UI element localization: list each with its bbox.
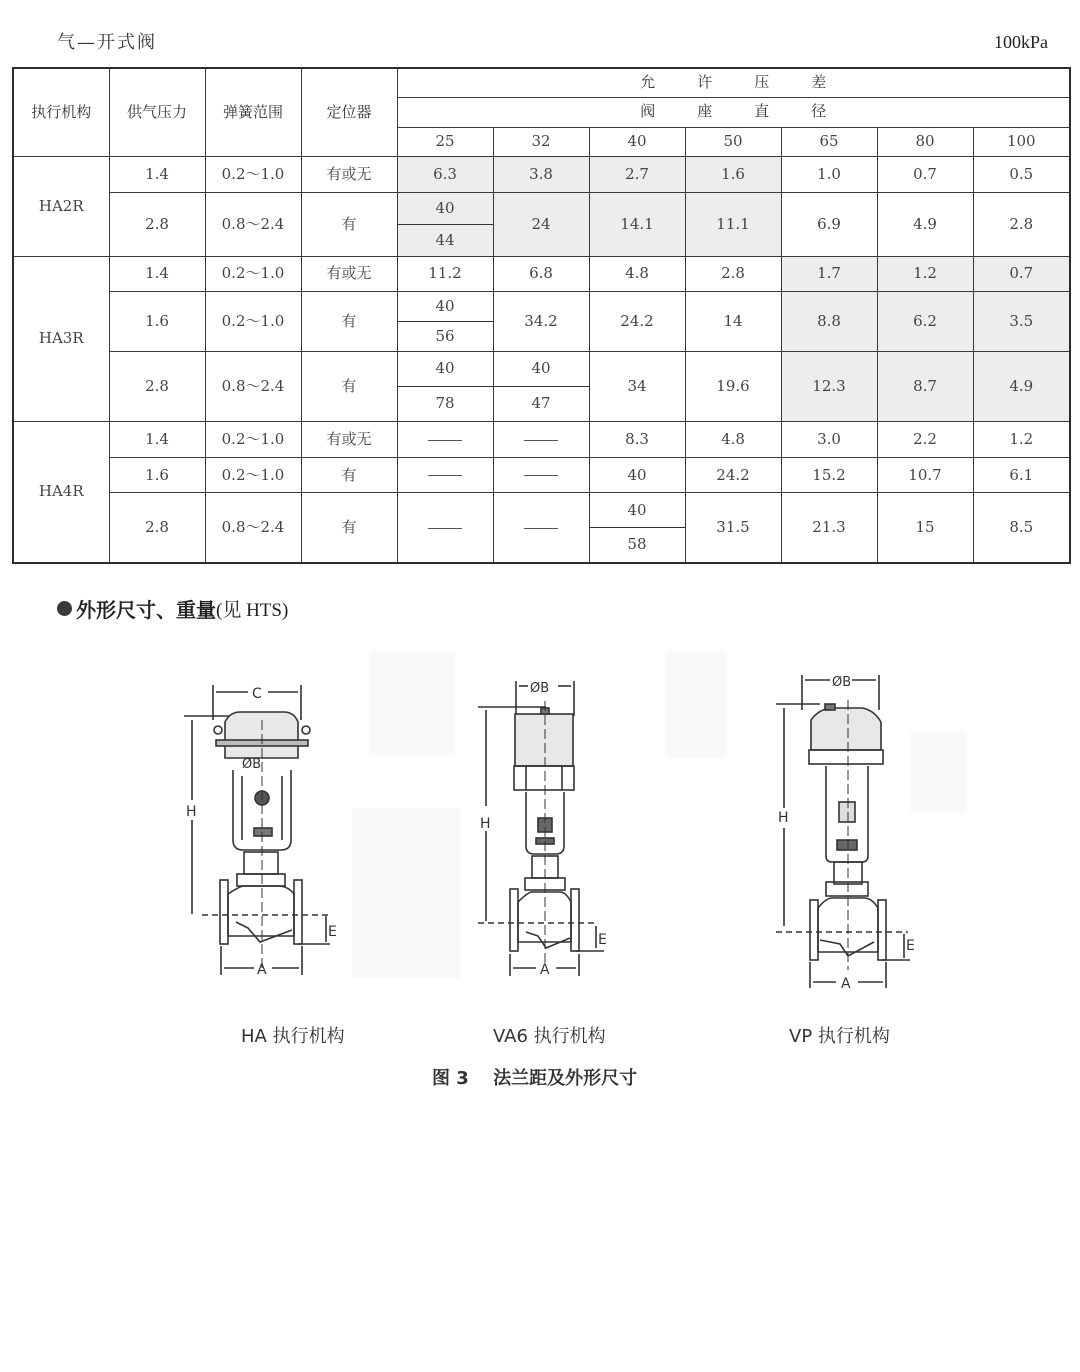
scan-artifact: [666, 652, 726, 757]
actuator-cell: HA2R: [13, 156, 109, 256]
value-cell: 6.9: [781, 192, 877, 256]
header-positioner: 定位器: [301, 68, 397, 156]
dim-c: C: [252, 686, 262, 702]
split-lower: 78: [435, 394, 455, 413]
header-diameter: 100: [973, 127, 1070, 156]
positioner-cell: 有或无: [301, 422, 397, 458]
spring-cell: 0.8～2.4: [205, 493, 301, 563]
spring-cell: 0.2～1.0: [205, 256, 301, 291]
empty-value-cell: [493, 458, 589, 493]
value-cell: 4.8: [589, 256, 685, 291]
spring-cell: 0.2～1.0: [205, 458, 301, 493]
value-cell: 31.5: [685, 493, 781, 563]
allowable-pressure-table: [12, 67, 1071, 564]
figure-label-va6: VA6 执行机构: [493, 1026, 606, 1047]
supply-cell: 1.4: [109, 156, 205, 192]
unit-label: 100kPa: [994, 32, 1048, 52]
value-cell: 4.9: [973, 352, 1070, 422]
scan-artifact: [352, 808, 460, 978]
value-cell: 1.2: [973, 422, 1070, 458]
empty-value-cell: [493, 422, 589, 458]
dim-a: A: [841, 976, 851, 990]
va6-actuator-drawing: [470, 676, 620, 976]
value-cell: 1.6: [685, 156, 781, 192]
table-row: [13, 256, 1070, 291]
spring-cell: 0.8～2.4: [205, 352, 301, 422]
header-supply-pressure: 供气压力: [109, 68, 205, 156]
positioner-cell: 有: [301, 493, 397, 563]
table-row: [13, 291, 1070, 351]
value-cell: 0.7: [973, 256, 1070, 291]
empty-value-cell: [397, 422, 493, 458]
figure-label-vp: VP 执行机构: [789, 1026, 890, 1047]
header-diameter: 80: [877, 127, 973, 156]
actuator-cell: HA3R: [13, 256, 109, 421]
value-cell: 0.5: [973, 156, 1070, 192]
value-cell: 10.7: [877, 458, 973, 493]
value-cell: 6.8: [493, 256, 589, 291]
figure-caption-text: 法兰距及外形尺寸: [493, 1068, 638, 1089]
value-cell: 11.2: [397, 256, 493, 291]
value-cell: 2.8: [685, 256, 781, 291]
value-cell: 24: [493, 192, 589, 256]
table-row: [13, 422, 1070, 458]
header-diameter: 32: [493, 127, 589, 156]
dim-b: ØB: [530, 681, 550, 696]
dash-mark: [428, 475, 462, 476]
supply-cell: 1.4: [109, 422, 205, 458]
split-value-cell: [397, 291, 493, 351]
table-row: [13, 192, 1070, 256]
value-cell: 24.2: [685, 458, 781, 493]
supply-cell: 2.8: [109, 192, 205, 256]
supply-cell: 2.8: [109, 493, 205, 563]
dim-b: ØB: [242, 757, 262, 772]
empty-value-cell: [397, 458, 493, 493]
value-cell: 1.2: [877, 256, 973, 291]
value-cell: 11.1: [685, 192, 781, 256]
header-seat-diameter: 阀座直径: [397, 97, 1070, 127]
positioner-cell: 有: [301, 352, 397, 422]
header-diameter: 65: [781, 127, 877, 156]
value-cell: 0.7: [877, 156, 973, 192]
header-diameter: 25: [397, 127, 493, 156]
supply-cell: 1.6: [109, 291, 205, 351]
value-cell: 4.9: [877, 192, 973, 256]
dim-e: E: [328, 924, 337, 940]
vp-actuator-drawing: [770, 670, 920, 990]
value-cell: 6.2: [877, 291, 973, 351]
value-cell: 12.3: [781, 352, 877, 422]
value-cell: 40: [589, 458, 685, 493]
dash-mark: [524, 440, 558, 441]
value-cell: 8.8: [781, 291, 877, 351]
header-allowable-dp: 允许压差: [397, 68, 1070, 97]
value-cell: 1.0: [781, 156, 877, 192]
split-value-cell: [493, 352, 589, 422]
value-cell: 3.0: [781, 422, 877, 458]
split-value-cell: [397, 192, 493, 256]
value-cell: 15.2: [781, 458, 877, 493]
page-title: 气—开式阀: [57, 32, 157, 53]
value-cell: 6.1: [973, 458, 1070, 493]
split-upper: 40: [398, 193, 493, 225]
split-lower: 44: [435, 230, 455, 249]
value-cell: 14.1: [589, 192, 685, 256]
figure-caption: [432, 1064, 637, 1090]
spring-cell: 0.2～1.0: [205, 422, 301, 458]
positioner-cell: 有: [301, 291, 397, 351]
value-cell: 34: [589, 352, 685, 422]
split-lower: 56: [435, 326, 455, 345]
supply-cell: 1.6: [109, 458, 205, 493]
split-upper: 40: [398, 292, 493, 322]
figure-number: 图 3: [432, 1068, 469, 1089]
value-cell: 8.7: [877, 352, 973, 422]
dim-h: H: [480, 816, 491, 832]
dim-e: E: [906, 938, 915, 954]
supply-cell: 1.4: [109, 256, 205, 291]
value-cell: 21.3: [781, 493, 877, 563]
section-heading-note: (见 HTS): [216, 600, 289, 621]
split-lower: 58: [627, 535, 647, 554]
header-diameter: 50: [685, 127, 781, 156]
dash-mark: [428, 440, 462, 441]
positioner-cell: 有: [301, 458, 397, 493]
empty-value-cell: [493, 493, 589, 563]
positioner-cell: 有: [301, 192, 397, 256]
split-upper: 40: [398, 352, 493, 387]
header-spring-range: 弹簧范围: [205, 68, 301, 156]
value-cell: 2.7: [589, 156, 685, 192]
value-cell: 15: [877, 493, 973, 563]
dim-a: A: [257, 962, 267, 978]
value-cell: 24.2: [589, 291, 685, 351]
spring-cell: 0.2～1.0: [205, 156, 301, 192]
figure-label-ha: HA 执行机构: [241, 1026, 345, 1047]
actuator-cell: HA4R: [13, 422, 109, 563]
value-cell: 3.5: [973, 291, 1070, 351]
value-cell: 19.6: [685, 352, 781, 422]
value-cell: 8.3: [589, 422, 685, 458]
spring-cell: 0.8～2.4: [205, 192, 301, 256]
dim-h: H: [778, 810, 789, 826]
table-row: [13, 493, 1070, 563]
value-cell: 2.8: [973, 192, 1070, 256]
value-cell: 34.2: [493, 291, 589, 351]
header-actuator: 执行机构: [13, 68, 109, 156]
scan-artifact: [370, 650, 455, 755]
bullet-icon: [57, 601, 72, 616]
dash-mark: [524, 475, 558, 476]
split-lower: 47: [531, 394, 551, 413]
dim-h: H: [186, 804, 197, 820]
positioner-cell: 有或无: [301, 256, 397, 291]
table-row: [13, 458, 1070, 493]
supply-cell: 2.8: [109, 352, 205, 422]
value-cell: 8.5: [973, 493, 1070, 563]
value-cell: 4.8: [685, 422, 781, 458]
header-diameter: 40: [589, 127, 685, 156]
dash-mark: [524, 528, 558, 529]
dim-a: A: [540, 962, 550, 976]
value-cell: 3.8: [493, 156, 589, 192]
value-cell: 1.7: [781, 256, 877, 291]
table-row: [13, 156, 1070, 192]
empty-value-cell: [397, 493, 493, 563]
table-row: [13, 352, 1070, 422]
section-heading-text: 外形尺寸、重量: [76, 598, 216, 622]
value-cell: 14: [685, 291, 781, 351]
split-value-cell: [397, 352, 493, 422]
dim-e: E: [598, 932, 607, 948]
dash-mark: [428, 528, 462, 529]
ha-actuator-drawing: [180, 680, 350, 980]
split-upper: 40: [494, 352, 589, 387]
value-cell: 6.3: [397, 156, 493, 192]
split-upper: 40: [590, 493, 685, 528]
split-value-cell: [589, 493, 685, 563]
section-heading: [57, 594, 288, 623]
dim-b: ØB: [832, 675, 852, 690]
positioner-cell: 有或无: [301, 156, 397, 192]
value-cell: 2.2: [877, 422, 973, 458]
spring-cell: 0.2～1.0: [205, 291, 301, 351]
